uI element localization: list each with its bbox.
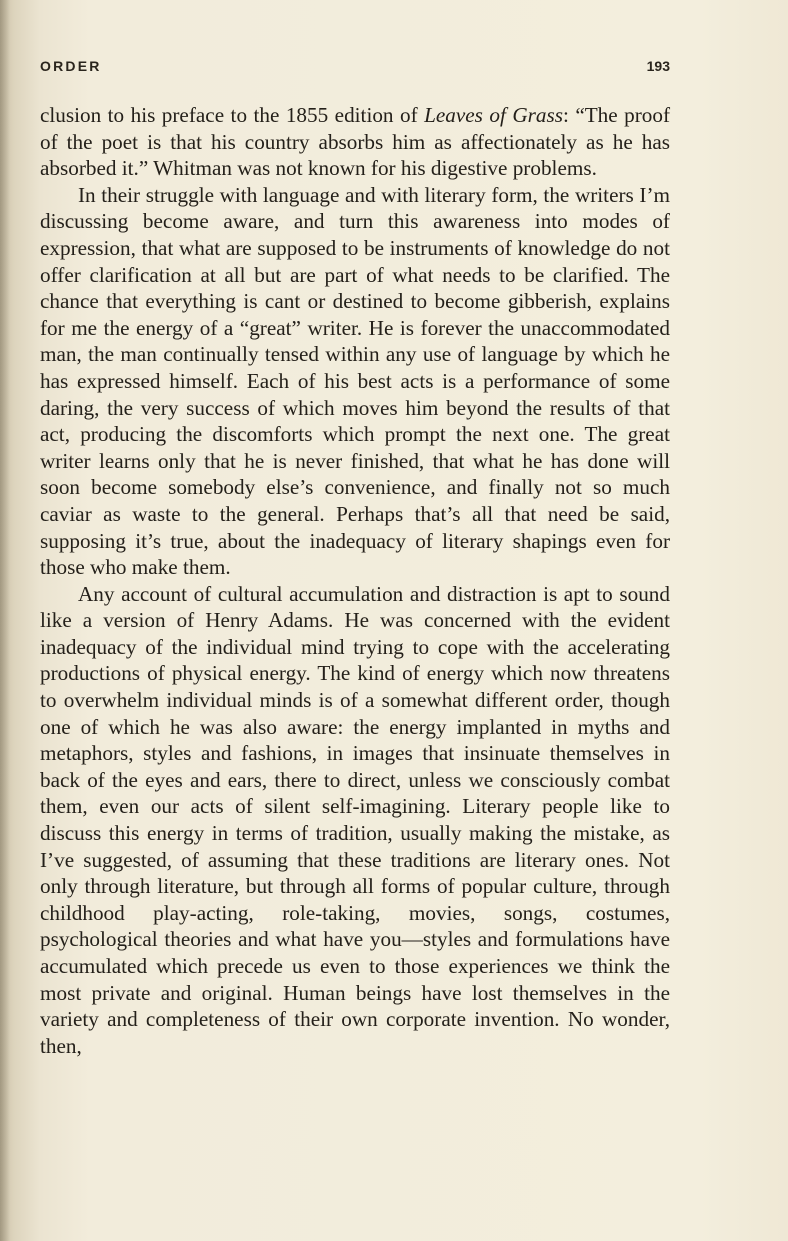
body-text bbox=[40, 102, 670, 1059]
paragraph-1-text-b: : “The proof of the poet is that his country absorbs him as affectionately as he has absorbed it.” Whitman was not known for his digestive problems. bbox=[40, 103, 671, 181]
paragraph-3: Any account of cultural accumulation and distraction is apt to sound like a version of Henry Adams. He was concerned with the evident inadequacy of the individual mind trying to cope with the accelerating productions of physical energy. The kind of energy which now threatens to overwhelm individual minds is of a somewhat different order, though one of which he was also aware: the energy implanted in myths and metaphors, styles and fashions, in images that insinuate themselves in back of the eyes and ears, there to direct, unless we consciously combat them, even our acts of silent self-imagining. Literary people like to discuss this energy in terms of tradition, usually making the mistake, as I’ve suggested, of assuming that these traditions are literary ones. Not only through literature, but through all forms of popular culture, through childhood play-acting, role-taking, movies, songs, costumes, psychological theories and what have you—styles and formulations have accumulated which precede us even to those experiences we think the most private and original. Human beings have lost themselves in the variety and completeness of their own corporate invention. No wonder, then, bbox=[40, 581, 670, 1058]
running-head: ORDER bbox=[40, 58, 102, 74]
paragraph-2: In their struggle with language and with literary form, the writers I’m discussing become aware, and turn this awareness into modes of expression, that what are supposed to be instruments of knowledge do not offer clarification at all but are part of what needs to be clarified. The chance that everything is cant or destined to become gibberish, explains for me the energy of a “great” writer. He is forever the unaccommodated man, the man continually tensed within any use of language by which he has expressed himself. Each of his best acts is a performance of some daring, the very success of which moves him beyond the results of that act, producing the discomforts which prompt the next one. The great writer learns only that he is never finished, that what he has done will soon become somebody else’s convenience, and finally not so much caviar as waste to the general. Perhaps that’s all that need be said, supposing it’s true, about the inadequacy of literary shapings even for those who make them. bbox=[40, 182, 670, 580]
page-header bbox=[40, 58, 670, 82]
gutter-shadow bbox=[0, 0, 10, 1241]
page-number: 193 bbox=[646, 58, 670, 74]
paragraph-1-text-a: clusion to his preface to the 1855 edition of bbox=[40, 103, 425, 127]
paragraph-1 bbox=[40, 102, 670, 182]
book-title-italic: Leaves of Grass bbox=[424, 103, 563, 127]
